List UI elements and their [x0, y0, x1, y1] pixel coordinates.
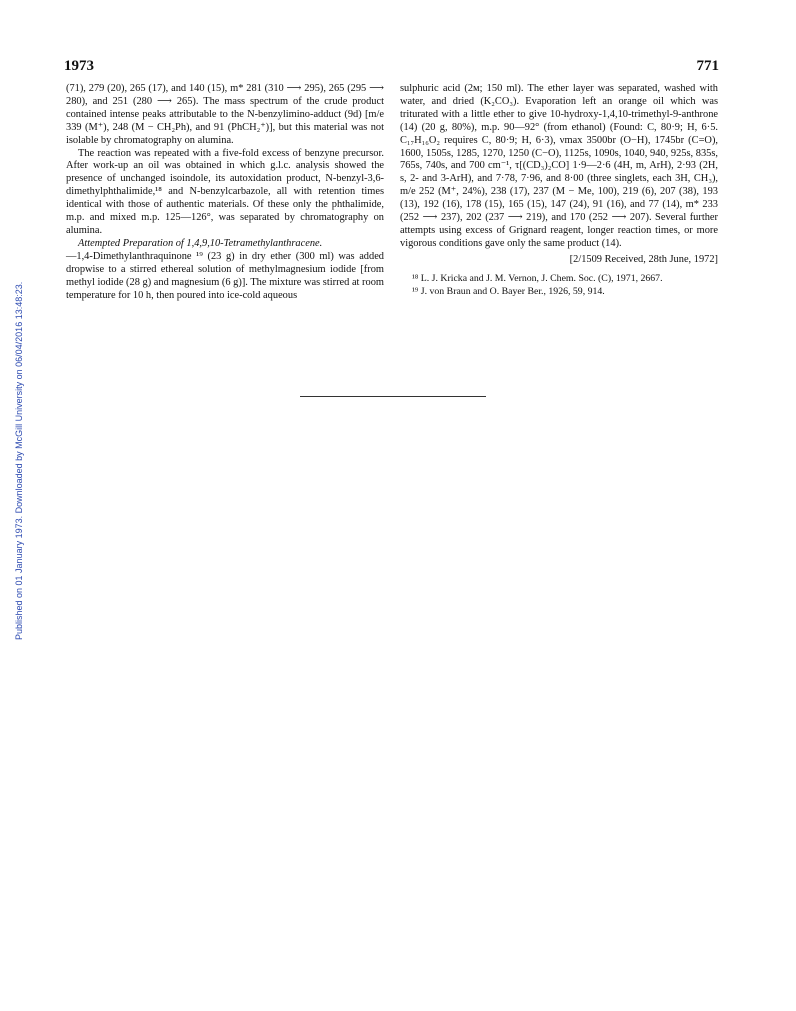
- received-date: [2/1509 Received, 28th June, 1972]: [569, 253, 718, 265]
- workup-paragraph: sulphuric acid (2м; 150 ml). The ether layer was separated, washed with water, and dried (K₂CO₃). Evaporation left an orange oil which was triturated with a little ether to give 10-hydroxy-1,4,10-trimethyl-9-anthrone (14) (20 g, 80%), m.p. 90—92° (from ethanol) (Found: C, 80·9; H, 6·5. C₁₇H₁₆O₂ requires C, 80·9; H, 6·3), νmax 3500br (O−H), 1745br (C=O), 1600, 1505s, 1285, 1270, 1250 (C−O), 1125s, 1090s, 1040, 940, 925s, 835s, 765s, 740s, and 700 cm⁻¹, τ[(CD₃)₂CO] 1·9—2·6 (4H, m, ArH), 2·93 (2H, s, 2- and 3-ArH), and 7·78, 7·96, and 8·00 (three singlets, each 3H, CH₃), m/e 252 (M⁺, 24%), 238 (17), 237 (M − Me, 100), 219 (6), 207 (38), 193 (13), 192 (16), 178 (15), 165 (15), 147 (24), 91 (16), and 77 (14), m* 233 (252 ⟶ 237), 202 (237 ⟶ 219), and 170 (252 ⟶ 207). Several further attempts using excess of Grignard reagent, longer reaction times, or more vigorous conditions gave only the same product (14).: [400, 83, 718, 249]
- download-note-text: Published on 01 January 1973. Downloaded by McGill University on 06/04/2016 13:48:23.: [14, 281, 24, 640]
- reference-19: ¹⁹ J. von Braun and O. Bayer Ber., 1926, 59, 914.: [412, 285, 605, 297]
- left-column: [66, 83, 384, 302]
- end-of-article-rule: [300, 396, 486, 397]
- benzyne-paragraph: The reaction was repeated with a five-fold excess of benzyne precursor. After work-up an oil was obtained in which g.l.c. analysis showed the presence of unchanged isoindole, its autoxidation product, N-benzyl-3,6-dimethylphthalimide,¹⁸ and N-benzylcarbazole, all with retention times identical with those of authentic materials. Of these only the phthalimide, m.p. and mixed m.p. 125—126°, was separated by chromatography on alumina.: [66, 147, 384, 236]
- preparation-paragraph: —1,4-Dimethylanthraquinone ¹⁹ (23 g) in dry ether (300 ml) was added dropwise to a stirred ethereal solution of methylmagnesium iodide [from methyl iodide (28 g) and magnesium (6 g)]. The mixture was stirred at room temperature for 10 h, then poured into ice-cold aqueous: [66, 250, 384, 301]
- section-heading-text: Attempted Preparation of 1,4,9,10-Tetramethylanthracene.: [78, 237, 323, 249]
- reference-18: ¹⁸ L. J. Kricka and J. M. Vernon, J. Chem. Soc. (C), 1971, 2667.: [412, 272, 663, 284]
- journal-year: 1973: [64, 58, 94, 74]
- download-watermark: [0, 0, 24, 1011]
- right-column: [400, 83, 718, 299]
- section-heading: [66, 238, 384, 251]
- page-number: 771: [696, 58, 719, 74]
- reference-list: [400, 273, 718, 298]
- mass-spectrum-paragraph: (71), 279 (20), 265 (17), and 140 (15), m* 281 (310 ⟶ 295), 265 (295 ⟶ 280), and 251 (280 ⟶ 265). The mass spectrum of the crude product contained intense peaks attributable to the N-benzylimino-adduct (9d) [m/e 339 (M⁺), 248 (M − CH₂Ph), and 91 (PhCH₂⁺)], but this material was not isolable by chromatography on alumina.: [66, 83, 384, 146]
